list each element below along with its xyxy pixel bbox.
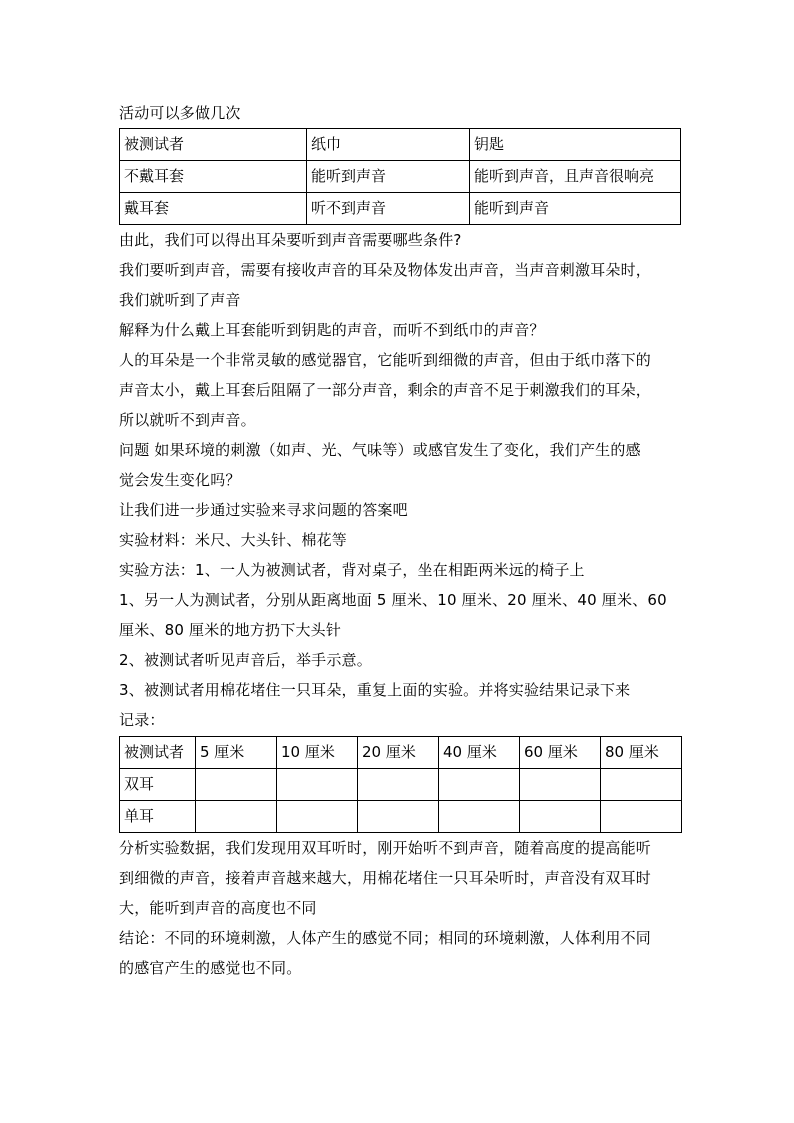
table-header-cell: 20 厘米 [358, 737, 439, 769]
paragraph-line: 我们就听到了声音 [119, 291, 241, 309]
table-header-cell: 60 厘米 [520, 737, 601, 769]
paragraph-line: 声音太小，戴上耳套后阻隔了一部分声音，剩余的声音不足于刺激我们的耳朵， [119, 381, 652, 399]
paragraph-line: 厘米、80 厘米的地方扔下大头针 [119, 621, 342, 639]
table-header-cell: 纸巾 [307, 129, 470, 161]
table-cell [196, 769, 277, 801]
table-cell [439, 801, 520, 833]
paragraph-line: 3、被测试者用棉花堵住一只耳朵，重复上面的实验。并将实验结果记录下来 [119, 681, 631, 699]
paragraph-line: 解释为什么戴上耳套能听到钥匙的声音，而听不到纸巾的声音？ [119, 321, 545, 339]
table-header-cell: 5 厘米 [196, 737, 277, 769]
paragraph-line: 实验材料：米尺、大头针、棉花等 [119, 531, 348, 549]
table-cell: 双耳 [120, 769, 196, 801]
table-cell [277, 801, 358, 833]
table-row [120, 769, 682, 801]
table-cell [520, 769, 601, 801]
paragraph-line: 让我们进一步通过实验来寻求问题的答案吧 [119, 501, 408, 519]
table-cell [196, 801, 277, 833]
table-header-cell: 被测试者 [120, 129, 307, 161]
table-header-cell: 钥匙 [470, 129, 681, 161]
table-cell [358, 801, 439, 833]
paragraph-line: 实验方法：1、一人为被测试者，背对桌子，坐在相距两米远的椅子上 [119, 561, 585, 579]
paragraph-line: 人的耳朵是一个非常灵敏的感觉器官，它能听到细微的声音，但由于纸巾落下的 [119, 351, 652, 369]
table-cell: 能听到声音，且声音很响亮 [470, 161, 681, 193]
paragraph-line: 大，能听到声音的高度也不同 [119, 899, 317, 917]
paragraph-line: 所以就听不到声音。 [119, 411, 256, 429]
table-cell: 戴耳套 [120, 193, 307, 225]
table-cell: 听不到声音 [307, 193, 470, 225]
paragraph-line: 分析实验数据，我们发现用双耳听时，刚开始听不到声音，随着高度的提高能听 [119, 839, 652, 857]
table-row [120, 801, 682, 833]
record-table [119, 736, 682, 833]
table-header-row [120, 737, 682, 769]
table-cell [277, 769, 358, 801]
table-cell: 能听到声音 [307, 161, 470, 193]
paragraph-line: 到细微的声音，接着声音越来越大，用棉花堵住一只耳朵听时，声音没有双耳时 [119, 869, 652, 887]
table-cell: 单耳 [120, 801, 196, 833]
table-cell [358, 769, 439, 801]
table-cell [439, 769, 520, 801]
paragraph-line: 我们要听到声音，需要有接收声音的耳朵及物体发出声音，当声音刺激耳朵时， [119, 261, 652, 279]
table-header-cell: 40 厘米 [439, 737, 520, 769]
table-header-row [120, 129, 681, 161]
paragraph-line: 1、另一人为测试者，分别从距离地面 5 厘米、10 厘米、20 厘米、40 厘米、60 [119, 591, 667, 609]
table-cell [601, 801, 682, 833]
paragraph-line: 问题 如果环境的刺激（如声、光、气味等）或感官发生了变化，我们产生的感 [119, 441, 641, 459]
table-header-cell: 80 厘米 [601, 737, 682, 769]
paragraph-line: 记录： [119, 711, 165, 729]
paragraph-line: 由此，我们可以得出耳朵要听到声音需要哪些条件? [119, 231, 462, 249]
table-cell [601, 769, 682, 801]
table-cell: 不戴耳套 [120, 161, 307, 193]
intro-line: 活动可以多做几次 [119, 104, 241, 122]
document-page [119, 98, 681, 983]
table-row [120, 193, 681, 225]
table-cell [520, 801, 601, 833]
paragraph-line: 2、被测试者听见声音后，举手示意。 [119, 651, 372, 669]
table-cell: 能听到声音 [470, 193, 681, 225]
paragraph-line: 觉会发生变化吗？ [119, 471, 241, 489]
table-header-cell: 被测试者 [120, 737, 196, 769]
sensation-table [119, 128, 681, 225]
paragraph-line: 结论：不同的环境刺激，人体产生的感觉不同；相同的环境刺激，人体利用不同 [119, 929, 652, 947]
paragraph-line: 的感官产生的感觉也不同。 [119, 959, 302, 977]
table-header-cell: 10 厘米 [277, 737, 358, 769]
table-row [120, 161, 681, 193]
